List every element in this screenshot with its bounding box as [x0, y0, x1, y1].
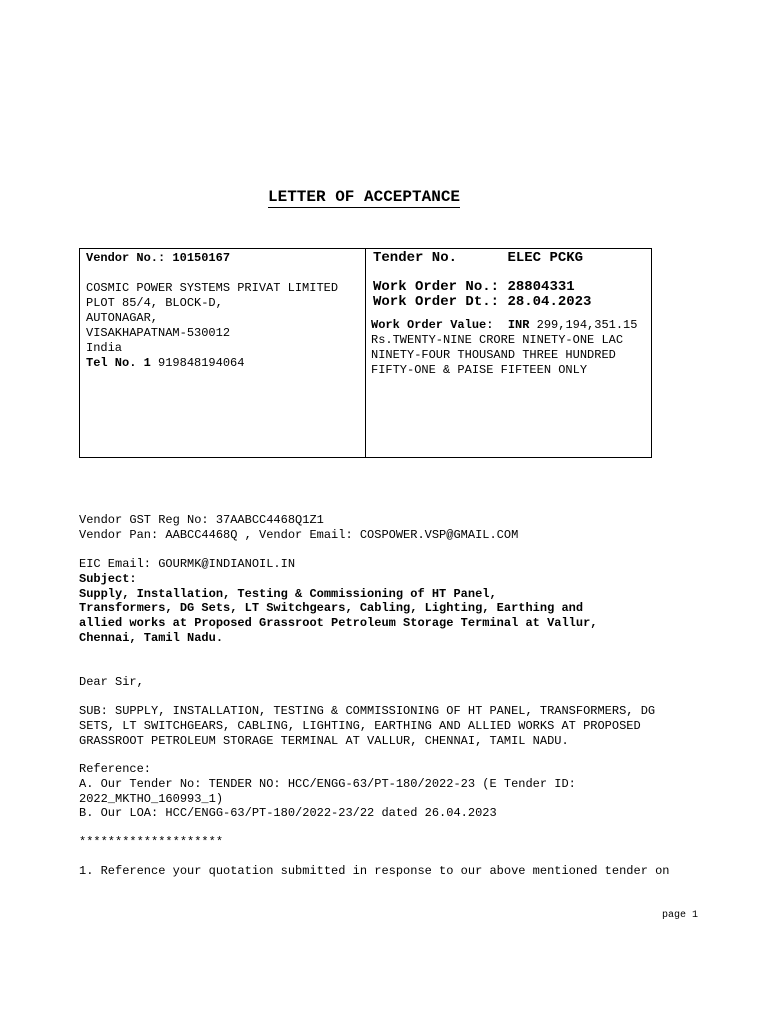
pan-email-line: Vendor Pan: AABCC4468Q , Vendor Email: COSPOWER.VSP@GMAIL.COM [79, 527, 519, 542]
tel-number: 919848194064 [158, 356, 245, 370]
wo-value: 299,194,351.15 [536, 318, 638, 332]
spacer [373, 310, 673, 318]
wo-value-line [371, 318, 673, 333]
spacer [86, 266, 364, 281]
subject-line-4: Chennai, Tamil Nadu. [79, 630, 224, 645]
document-title [0, 188, 728, 206]
header-info-box [79, 248, 652, 458]
tender-line [373, 251, 673, 266]
wo-currency: INR [507, 318, 530, 332]
vendor-no-label: Vendor No.: [86, 251, 166, 265]
page-number: page 1 [662, 910, 699, 921]
wo-value-label: Work Order Value: [371, 318, 494, 332]
reference-label: Reference: [79, 762, 152, 776]
wo-dt-label: Work Order Dt.: [373, 294, 500, 310]
wo-no-line [373, 280, 673, 295]
spacer [373, 266, 673, 280]
subject-line-2: Transformers, DG Sets, LT Switchgears, Cabling, Lighting, Earthing and [79, 601, 584, 616]
reference-block [79, 762, 739, 821]
subject-line-3: allied works at Proposed Grassroot Petroleum Storage Terminal at Vallur, [79, 616, 598, 631]
wo-dt: 28.04.2023 [507, 294, 592, 310]
sub-line-2: SETS, LT SWITCHGEARS, CABLING, LIGHTING, EARTHING AND ALLIED WORKS AT PROPOSED [79, 718, 641, 733]
gst-line: Vendor GST Reg No: 37AABCC4468Q1Z1 [79, 513, 324, 527]
box-divider [365, 249, 366, 457]
order-cell [373, 251, 673, 378]
vendor-no-line [86, 251, 364, 266]
sub-block [79, 704, 739, 748]
vendor-name: COSMIC POWER SYSTEMS PRIVAT LIMITED [86, 281, 339, 295]
vendor-cell [86, 251, 364, 371]
vendor-address-3: VISAKHAPATNAM-530012 [86, 326, 231, 340]
paragraph-1: 1. Reference your quotation submitted in response to our above mentioned tender on [79, 864, 670, 878]
reference-b-line: B. Our LOA: HCC/ENGG-63/PT-180/2022-23/22 dated 26.04.2023 [79, 806, 497, 821]
reference-a-line-1: A. Our Tender No: TENDER NO: HCC/ENGG-63/PT-180/2022-23 (E Tender ID: [79, 776, 576, 791]
subject-label: Subject: [79, 571, 137, 586]
sub-line-1: SUB: SUPPLY, INSTALLATION, TESTING & COMMISSIONING OF HT PANEL, TRANSFORMERS, DG [79, 704, 656, 718]
wo-dt-line [373, 295, 673, 310]
vendor-country: India [86, 341, 123, 355]
tender-value: ELEC PCKG [507, 250, 584, 266]
wo-no-label: Work Order No.: [373, 279, 500, 295]
document-title-text: LETTER OF ACCEPTANCE [267, 188, 461, 206]
vendor-address-1: PLOT 85/4, BLOCK-D, [86, 296, 223, 310]
eic-email-line: EIC Email: GOURMK@INDIANOIL.IN [79, 557, 296, 571]
separator-stars: ******************** [79, 835, 224, 849]
vendor-address-2: AUTONAGAR, [86, 311, 159, 325]
value-words-2: NINETY-FOUR THOUSAND THREE HUNDRED [371, 348, 616, 362]
value-words-3: FIFTY-ONE & PAISE FIFTEEN ONLY [371, 363, 588, 377]
tender-label: Tender No. [373, 250, 458, 266]
sub-line-3: GRASSROOT PETROLEUM STORAGE TERMINAL AT VALLUR, CHENNAI, TAMIL NADU. [79, 733, 569, 748]
value-words-1: Rs.TWENTY-NINE CRORE NINETY-ONE LAC [371, 333, 624, 347]
subject-line-1: Supply, Installation, Testing & Commissioning of HT Panel, [79, 586, 497, 601]
vendor-no: 10150167 [172, 251, 231, 265]
reference-a-line-2: 2022_MKTHO_160993_1) [79, 791, 224, 806]
subject-block [79, 557, 739, 646]
salutation: Dear Sir, [79, 675, 144, 689]
wo-no: 28804331 [507, 279, 575, 295]
vendor-tel-line [86, 356, 364, 371]
tel-label: Tel No. 1 [86, 356, 151, 370]
vendor-details [79, 513, 739, 543]
